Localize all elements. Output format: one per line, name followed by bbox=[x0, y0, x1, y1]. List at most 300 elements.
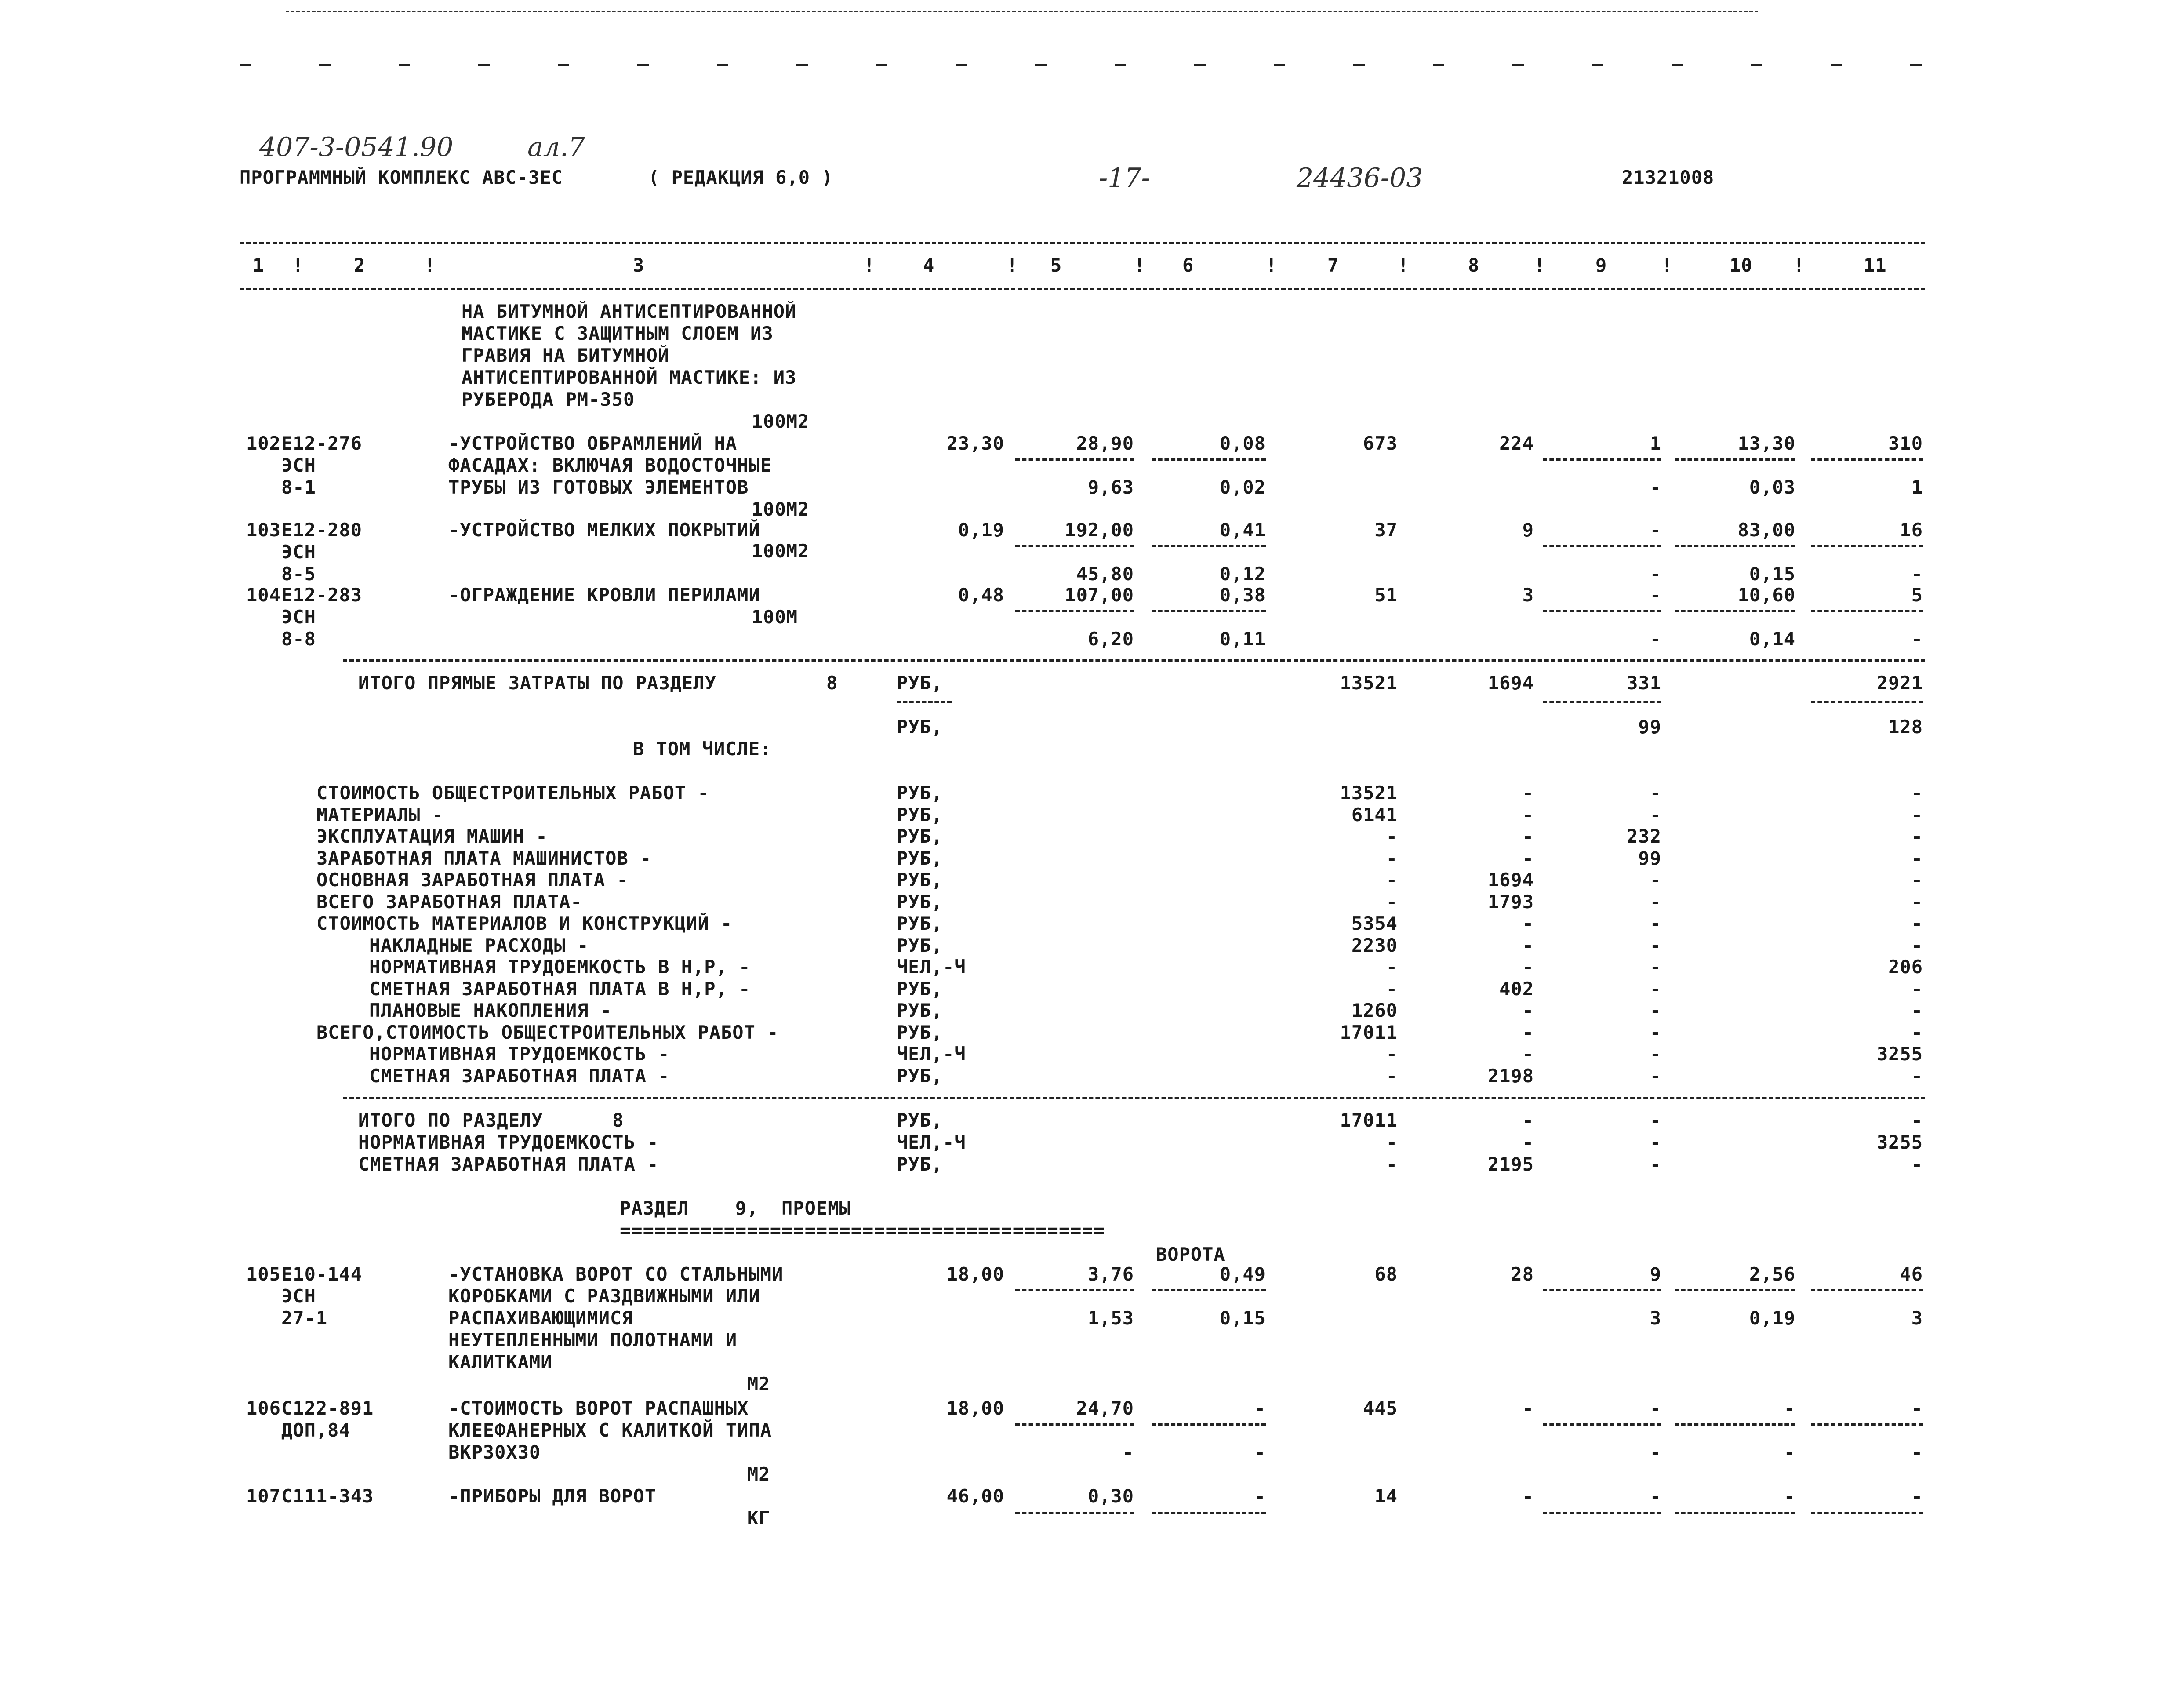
row-value-c4: 23,30 bbox=[946, 433, 1004, 454]
row-sub-value-c6: 0,02 bbox=[1219, 477, 1266, 498]
row-code-line: ДОП,84 bbox=[281, 1419, 351, 1441]
subtotal-rule bbox=[1543, 458, 1661, 461]
row-number: 104 bbox=[246, 584, 281, 606]
row-value-c7: 673 bbox=[1363, 433, 1398, 454]
breakdown-c7: - bbox=[1386, 869, 1398, 891]
row-sub-value-c5: 9,63 bbox=[1087, 477, 1134, 498]
direct-total-unit-2: РУБ, bbox=[897, 716, 943, 738]
row-value-c8: 28 bbox=[1511, 1263, 1534, 1285]
subtotal-rule bbox=[1015, 458, 1134, 461]
subtotal-rule bbox=[1543, 545, 1661, 547]
section-total-unit: РУБ, bbox=[897, 1110, 943, 1131]
row-value-c4: 0,19 bbox=[958, 519, 1004, 541]
breakdown-unit: РУБ, bbox=[897, 826, 943, 847]
breakdown-c11: - bbox=[1911, 826, 1923, 847]
breakdown-c11: - bbox=[1911, 978, 1923, 1000]
row-value-c10: 13,30 bbox=[1737, 433, 1795, 454]
breakdown-c8: - bbox=[1522, 1021, 1534, 1043]
column-number-1: 1 bbox=[253, 255, 265, 276]
subtotal-rule bbox=[1811, 545, 1923, 547]
row-description-line: -УСТАНОВКА ВОРОТ СО СТАЛЬНЫМИ bbox=[448, 1263, 784, 1285]
breakdown-c8: 2198 bbox=[1487, 1065, 1534, 1087]
section-total-c11: - bbox=[1911, 1153, 1923, 1175]
breakdown-c9: 232 bbox=[1627, 826, 1661, 847]
intro-description-line: НА БИТУМНОЙ АНТИСЕПТИРОВАННОЙ bbox=[462, 301, 797, 322]
breakdown-unit: РУБ, bbox=[897, 1000, 943, 1021]
section-total-c8: 2195 bbox=[1487, 1153, 1534, 1175]
top-rule bbox=[286, 11, 1758, 12]
breakdown-c7: - bbox=[1386, 978, 1398, 1000]
row-value-c4: 46,00 bbox=[946, 1485, 1004, 1507]
row-sub-value-c9: - bbox=[1650, 477, 1661, 498]
row-number: 106 bbox=[246, 1397, 281, 1419]
row-value-c11: 310 bbox=[1888, 433, 1923, 454]
row-value-c7: 14 bbox=[1374, 1485, 1398, 1507]
breakdown-c9: - bbox=[1650, 1000, 1661, 1021]
perforation-mark bbox=[399, 64, 410, 66]
row-sub-value-c6: - bbox=[1254, 1441, 1266, 1463]
row-value-c6: 0,41 bbox=[1219, 519, 1266, 541]
row-unit: М2 bbox=[747, 1373, 770, 1395]
row-code-line: ЭСН bbox=[281, 1285, 316, 1307]
intro-description-line: ГРАВИЯ НА БИТУМНОЙ bbox=[462, 345, 670, 366]
subtotal-rule bbox=[1811, 610, 1923, 612]
breakdown-c8: - bbox=[1522, 913, 1534, 934]
row-value-c8: 3 bbox=[1522, 584, 1534, 606]
breakdown-c7: - bbox=[1386, 891, 1398, 913]
row-value-c10: 2,56 bbox=[1749, 1263, 1795, 1285]
breakdown-c7: 17011 bbox=[1340, 1021, 1398, 1043]
row-code-line: С111-343 bbox=[281, 1485, 374, 1507]
row-code-line: ЭСН bbox=[281, 455, 316, 476]
row-unit: 100М2 bbox=[752, 540, 810, 562]
breakdown-label: СТОИМОСТЬ МАТЕРИАЛОВ И КОНСТРУКЦИЙ - bbox=[316, 913, 733, 934]
breakdown-label: НАКЛАДНЫЕ РАСХОДЫ - bbox=[369, 934, 589, 956]
row-value-c4: 18,00 bbox=[946, 1263, 1004, 1285]
breakdown-c9: - bbox=[1650, 804, 1661, 826]
column-number-10: 10 bbox=[1730, 255, 1753, 276]
perforation-mark bbox=[1035, 64, 1047, 66]
row-number: 103 bbox=[246, 519, 281, 541]
perforation-mark bbox=[478, 64, 490, 66]
breakdown-c11: - bbox=[1911, 782, 1923, 804]
row-value-c8: 224 bbox=[1499, 433, 1534, 454]
row-code-line: 8-1 bbox=[281, 477, 316, 498]
breakdown-c7: 6141 bbox=[1351, 804, 1398, 826]
perforation-mark bbox=[796, 64, 808, 66]
row-code-line: 27-1 bbox=[281, 1307, 328, 1329]
section-total-unit: ЧЕЛ,-Ч bbox=[897, 1131, 966, 1153]
subtotal-rule bbox=[1811, 1512, 1923, 1514]
breakdown-unit: РУБ, bbox=[897, 978, 943, 1000]
column-separator: ! bbox=[1534, 255, 1546, 276]
row-value-c9: - bbox=[1650, 584, 1661, 606]
intro-description-line: АНТИСЕПТИРОВАННОЙ МАСТИКЕ: ИЗ bbox=[462, 367, 797, 388]
row-description-line: РАСПАХИВАЮЩИМИСЯ bbox=[448, 1307, 633, 1329]
document-code: 21321008 bbox=[1622, 167, 1715, 188]
row-value-c9: 1 bbox=[1650, 433, 1661, 454]
row-value-c6: - bbox=[1254, 1485, 1266, 1507]
row-unit: М2 bbox=[747, 1463, 770, 1485]
breakdown-label: НОРМАТИВНАЯ ТРУДОЕМКОСТЬ - bbox=[369, 1043, 670, 1065]
row-sub-value-c5: 1,53 bbox=[1087, 1307, 1134, 1329]
perforation-mark bbox=[637, 64, 649, 66]
breakdown-c11: - bbox=[1911, 1021, 1923, 1043]
row-unit: КГ bbox=[747, 1507, 770, 1529]
direct-total-subrule bbox=[1811, 701, 1923, 703]
section-total-c11: - bbox=[1911, 1110, 1923, 1131]
row-sub-value-c11: - bbox=[1911, 563, 1923, 585]
row-value-c9: - bbox=[1650, 519, 1661, 541]
row-unit: 100М2 bbox=[752, 498, 810, 520]
perforation-mark bbox=[1433, 64, 1444, 66]
breakdown-c8: - bbox=[1522, 1000, 1534, 1021]
breakdown-c8: - bbox=[1522, 847, 1534, 869]
breakdown-c11: - bbox=[1911, 847, 1923, 869]
breakdown-c8: - bbox=[1522, 956, 1534, 978]
breakdown-c11: - bbox=[1911, 804, 1923, 826]
subtotal-rule bbox=[1675, 1512, 1795, 1514]
row-code-line: ЭСН bbox=[281, 541, 316, 563]
breakdown-c9: - bbox=[1650, 1043, 1661, 1065]
direct-total-label: ИТОГО ПРЯМЫЕ ЗАТРАТЫ ПО РАЗДЕЛУ bbox=[358, 672, 716, 694]
column-number-5: 5 bbox=[1050, 255, 1062, 276]
breakdown-c9: - bbox=[1650, 913, 1661, 934]
row-unit: 100М bbox=[752, 606, 798, 628]
column-separator: ! bbox=[864, 255, 876, 276]
column-separator: ! bbox=[1266, 255, 1278, 276]
column-separator: ! bbox=[1398, 255, 1410, 276]
perforation-mark bbox=[876, 64, 887, 66]
column-number-2: 2 bbox=[354, 255, 366, 276]
row-description-line: -ОГРАЖДЕНИЕ КРОВЛИ ПЕРИЛАМИ bbox=[448, 584, 760, 606]
row-sub-value-c10: 0,14 bbox=[1749, 628, 1795, 650]
row-value-c10: 10,60 bbox=[1737, 584, 1795, 606]
row-value-c10: - bbox=[1784, 1397, 1795, 1419]
row-code-line: ЭСН bbox=[281, 606, 316, 628]
breakdown-unit: ЧЕЛ,-Ч bbox=[897, 956, 966, 978]
breakdown-c8: - bbox=[1522, 826, 1534, 847]
row-value-c10: 83,00 bbox=[1737, 519, 1795, 541]
row-sub-value-c5: 45,80 bbox=[1076, 563, 1134, 585]
intro-description-line: МАСТИКЕ С ЗАЩИТНЫМ СЛОЕМ ИЗ bbox=[462, 323, 774, 344]
column-number-6: 6 bbox=[1182, 255, 1194, 276]
breakdown-c9: - bbox=[1650, 1065, 1661, 1087]
handwritten-album: ал.7 bbox=[527, 132, 585, 163]
breakdown-label: ПЛАНОВЫЕ НАКОПЛЕНИЯ - bbox=[369, 1000, 612, 1021]
row-value-c9: - bbox=[1650, 1485, 1661, 1507]
direct-total-c11-sub: 128 bbox=[1888, 716, 1923, 738]
perforation-mark bbox=[1512, 64, 1524, 66]
row-value-c8: - bbox=[1522, 1485, 1534, 1507]
breakdown-c7: 2230 bbox=[1351, 934, 1398, 956]
perforation-mark bbox=[1751, 64, 1762, 66]
row-description-line: КОРОБКАМИ С РАЗДВИЖНЫМИ ИЛИ bbox=[448, 1285, 760, 1307]
row-value-c5: 192,00 bbox=[1065, 519, 1134, 541]
direct-total-c11: 2921 bbox=[1876, 672, 1923, 694]
row-value-c11: 16 bbox=[1900, 519, 1923, 541]
header-rule-top bbox=[240, 242, 1925, 244]
subtotal-rule bbox=[1152, 610, 1266, 612]
including-heading: В ТОМ ЧИСЛЕ: bbox=[633, 738, 772, 760]
perforation-mark bbox=[319, 64, 331, 66]
row-sub-value-c6: 0,15 bbox=[1219, 1307, 1266, 1329]
row-value-c7: 51 bbox=[1374, 584, 1398, 606]
breakdown-c9: - bbox=[1650, 978, 1661, 1000]
subtotal-rule bbox=[1152, 458, 1266, 461]
direct-total-c7: 13521 bbox=[1340, 672, 1398, 694]
row-description-line: ФАСАДАХ: ВКЛЮЧАЯ ВОДОСТОЧНЫЕ bbox=[448, 455, 772, 476]
section-total-c9: - bbox=[1650, 1153, 1661, 1175]
row-sub-value-c11: 1 bbox=[1911, 477, 1923, 498]
breakdown-c11: 3255 bbox=[1876, 1043, 1923, 1065]
row-value-c4: 18,00 bbox=[946, 1397, 1004, 1419]
subtotal-rule bbox=[1543, 1423, 1661, 1426]
perforation-mark bbox=[1592, 64, 1603, 66]
perforation-mark bbox=[956, 64, 967, 66]
row-value-c5: 24,70 bbox=[1076, 1397, 1134, 1419]
row-description-line: КЛЕЕФАНЕРНЫХ С КАЛИТКОЙ ТИПА bbox=[448, 1419, 772, 1441]
row-sub-value-c11: - bbox=[1911, 1441, 1923, 1463]
column-number-7: 7 bbox=[1327, 255, 1339, 276]
breakdown-c8: 1793 bbox=[1487, 891, 1534, 913]
intro-unit: 100М2 bbox=[752, 411, 810, 432]
subtotal-rule bbox=[1543, 1289, 1661, 1291]
row-sub-value-c5: 6,20 bbox=[1087, 628, 1134, 650]
row-sub-value-c11: 3 bbox=[1911, 1307, 1923, 1329]
breakdown-c7: - bbox=[1386, 847, 1398, 869]
program-title: ПРОГРАММНЫЙ КОМПЛЕКС АВС-3ЕС bbox=[240, 167, 563, 188]
row-value-c5: 0,30 bbox=[1087, 1485, 1134, 1507]
breakdown-c7: - bbox=[1386, 826, 1398, 847]
breakdown-c8: 1694 bbox=[1487, 869, 1534, 891]
breakdown-label: ВСЕГО ЗАРАБОТНАЯ ПЛАТА- bbox=[316, 891, 582, 913]
row-value-c5: 28,90 bbox=[1076, 433, 1134, 454]
subtotal-rule bbox=[1675, 458, 1795, 461]
breakdown-unit: РУБ, bbox=[897, 869, 943, 891]
breakdown-c11: - bbox=[1911, 891, 1923, 913]
row-description-line: -СТОИМОСТЬ ВОРОТ РАСПАШНЫХ bbox=[448, 1397, 749, 1419]
subtotal-rule bbox=[1675, 1423, 1795, 1426]
column-number-3: 3 bbox=[633, 255, 645, 276]
row-description-line: ТРУБЫ ИЗ ГОТОВЫХ ЭЛЕМЕНТОВ bbox=[448, 477, 749, 498]
row-description-line: ВКР30Х30 bbox=[448, 1441, 541, 1463]
section-total-label: ИТОГО ПО РАЗДЕЛУ 8 bbox=[358, 1110, 624, 1131]
row-sub-value-c10: 0,03 bbox=[1749, 477, 1795, 498]
subtotal-rule bbox=[1015, 1423, 1134, 1426]
section-total-label: СМЕТНАЯ ЗАРАБОТНАЯ ПЛАТА - bbox=[358, 1153, 659, 1175]
breakdown-c11: - bbox=[1911, 1065, 1923, 1087]
subtotal-rule bbox=[1152, 1512, 1266, 1514]
section-total-c7: - bbox=[1386, 1131, 1398, 1153]
column-number-11: 11 bbox=[1864, 255, 1887, 276]
row-number: 102 bbox=[246, 433, 281, 454]
subtotal-rule bbox=[1811, 458, 1923, 461]
direct-total-subrule bbox=[897, 701, 952, 703]
row-description-line: -УСТРОЙСТВО МЕЛКИХ ПОКРЫТИЙ bbox=[448, 519, 760, 541]
subtotal-rule bbox=[1811, 1289, 1923, 1291]
breakdown-c11: - bbox=[1911, 1000, 1923, 1021]
breakdown-unit: РУБ, bbox=[897, 934, 943, 956]
row-sub-value-c9: - bbox=[1650, 1441, 1661, 1463]
row-value-c4: 0,48 bbox=[958, 584, 1004, 606]
row-code-line: 8-5 bbox=[281, 563, 316, 585]
breakdown-label: ОСНОВНАЯ ЗАРАБОТНАЯ ПЛАТА - bbox=[316, 869, 629, 891]
column-separator: ! bbox=[1007, 255, 1018, 276]
row-sub-value-c10: 0,15 bbox=[1749, 563, 1795, 585]
column-separator: ! bbox=[292, 255, 304, 276]
breakdown-unit: ЧЕЛ,-Ч bbox=[897, 1043, 966, 1065]
row-sub-value-c10: 0,19 bbox=[1749, 1307, 1795, 1329]
perforation-mark bbox=[1353, 64, 1365, 66]
breakdown-c7: 13521 bbox=[1340, 782, 1398, 804]
row-value-c6: 0,49 bbox=[1219, 1263, 1266, 1285]
breakdown-c7: 5354 bbox=[1351, 913, 1398, 934]
row-code-line: Е12-280 bbox=[281, 519, 363, 541]
row-code-line: С122-891 bbox=[281, 1397, 374, 1419]
subtotal-rule bbox=[1015, 1512, 1134, 1514]
direct-total-section: 8 bbox=[826, 672, 838, 694]
section-9-underline: ========================================== bbox=[620, 1219, 1105, 1241]
row-value-c5: 107,00 bbox=[1065, 584, 1134, 606]
breakdown-c11: - bbox=[1911, 934, 1923, 956]
row-value-c7: 68 bbox=[1374, 1263, 1398, 1285]
direct-total-c8: 1694 bbox=[1487, 672, 1534, 694]
subtotal-rule bbox=[1543, 1512, 1661, 1514]
edition-label: ( РЕДАКЦИЯ 6,0 ) bbox=[648, 167, 833, 188]
breakdown-c9: - bbox=[1650, 891, 1661, 913]
breakdown-c8: - bbox=[1522, 804, 1534, 826]
breakdown-c8: - bbox=[1522, 782, 1534, 804]
section-total-c8: - bbox=[1522, 1131, 1534, 1153]
row-sub-value-c10: - bbox=[1784, 1441, 1795, 1463]
perforation-mark bbox=[558, 64, 569, 66]
row-value-c11: - bbox=[1911, 1485, 1923, 1507]
row-sub-value-c6: 0,11 bbox=[1219, 628, 1266, 650]
row-sub-value-c6: 0,12 bbox=[1219, 563, 1266, 585]
breakdown-label: СМЕТНАЯ ЗАРАБОТНАЯ ПЛАТА В Н,Р, - bbox=[369, 978, 751, 1000]
breakdown-c9: - bbox=[1650, 956, 1661, 978]
section-total-c8: - bbox=[1522, 1110, 1534, 1131]
breakdown-label: МАТЕРИАЛЫ - bbox=[316, 804, 444, 826]
column-separator: ! bbox=[1793, 255, 1805, 276]
perforation-mark bbox=[1672, 64, 1683, 66]
row-value-c7: 445 bbox=[1363, 1397, 1398, 1419]
column-number-8: 8 bbox=[1468, 255, 1480, 276]
row-value-c8: 9 bbox=[1522, 519, 1534, 541]
section-9-title: РАЗДЕЛ 9, ПРОЕМЫ bbox=[620, 1197, 851, 1219]
direct-total-c9-sub: 99 bbox=[1638, 716, 1661, 738]
row-value-c10: - bbox=[1784, 1485, 1795, 1507]
section-total-unit: РУБ, bbox=[897, 1153, 943, 1175]
breakdown-c9: - bbox=[1650, 1021, 1661, 1043]
section-total-rule bbox=[343, 1097, 1925, 1099]
column-number-4: 4 bbox=[923, 255, 935, 276]
column-separator: ! bbox=[1134, 255, 1146, 276]
breakdown-unit: РУБ, bbox=[897, 1021, 943, 1043]
row-value-c8: - bbox=[1522, 1397, 1534, 1419]
row-value-c11: 46 bbox=[1900, 1263, 1923, 1285]
breakdown-c7: 1260 bbox=[1351, 1000, 1398, 1021]
row-value-c9: - bbox=[1650, 1397, 1661, 1419]
section-total-c11: 3255 bbox=[1876, 1131, 1923, 1153]
row-code-line: Е12-276 bbox=[281, 433, 363, 454]
header-rule-bottom bbox=[240, 288, 1925, 290]
row-description-line: -УСТРОЙСТВО ОБРАМЛЕНИЙ НА bbox=[448, 433, 738, 454]
breakdown-c9: - bbox=[1650, 934, 1661, 956]
handwritten-order-number: 24436-03 bbox=[1297, 163, 1423, 193]
direct-total-c9: 331 bbox=[1627, 672, 1661, 694]
row-code-line: 8-8 bbox=[281, 628, 316, 650]
section-total-c9: - bbox=[1650, 1131, 1661, 1153]
row-value-c6: 0,08 bbox=[1219, 433, 1266, 454]
perforation-mark bbox=[1115, 64, 1126, 66]
breakdown-c11: - bbox=[1911, 869, 1923, 891]
subtotal-rule bbox=[1015, 1289, 1134, 1291]
perforation-mark bbox=[717, 64, 728, 66]
row-value-c7: 37 bbox=[1374, 519, 1398, 541]
breakdown-unit: РУБ, bbox=[897, 913, 943, 934]
breakdown-c9: - bbox=[1650, 869, 1661, 891]
breakdown-c11: 206 bbox=[1888, 956, 1923, 978]
section-total-label: НОРМАТИВНАЯ ТРУДОЕМКОСТЬ - bbox=[358, 1131, 659, 1153]
subtotal-rule bbox=[1152, 545, 1266, 547]
section-9-group: ВОРОТА bbox=[1156, 1244, 1225, 1265]
breakdown-label: НОРМАТИВНАЯ ТРУДОЕМКОСТЬ В Н,Р, - bbox=[369, 956, 751, 978]
breakdown-label: ВСЕГО,СТОИМОСТЬ ОБЩЕСТРОИТЕЛЬНЫХ РАБОТ - bbox=[316, 1021, 779, 1043]
subtotal-rule bbox=[1675, 545, 1795, 547]
breakdown-c11: - bbox=[1911, 913, 1923, 934]
breakdown-c8: - bbox=[1522, 1043, 1534, 1065]
handwritten-doc-code: 407-3-0541.90 bbox=[259, 132, 454, 163]
direct-total-unit: РУБ, bbox=[897, 672, 943, 694]
section-total-c9: - bbox=[1650, 1110, 1661, 1131]
row-value-c9: 9 bbox=[1650, 1263, 1661, 1285]
breakdown-label: ЗАРАБОТНАЯ ПЛАТА МАШИНИСТОВ - bbox=[316, 847, 652, 869]
row-sub-value-c9: - bbox=[1650, 563, 1661, 585]
column-number-9: 9 bbox=[1595, 255, 1607, 276]
breakdown-label: СТОИМОСТЬ ОБЩЕСТРОИТЕЛЬНЫХ РАБОТ - bbox=[316, 782, 709, 804]
row-number: 107 bbox=[246, 1485, 281, 1507]
intro-description-line: РУБЕРОДА РМ-350 bbox=[462, 389, 635, 410]
row-description-line: -ПРИБОРЫ ДЛЯ ВОРОТ bbox=[448, 1485, 657, 1507]
breakdown-unit: РУБ, bbox=[897, 1065, 943, 1087]
row-description-line: НЕУТЕПЛЕННЫМИ ПОЛОТНАМИ И bbox=[448, 1329, 738, 1351]
row-value-c5: 3,76 bbox=[1087, 1263, 1134, 1285]
subtotal-rule bbox=[1015, 610, 1134, 612]
handwritten-page-number: -17- bbox=[1099, 163, 1150, 193]
row-value-c11: - bbox=[1911, 1397, 1923, 1419]
row-sub-value-c11: - bbox=[1911, 628, 1923, 650]
breakdown-label: ЭКСПЛУАТАЦИЯ МАШИН - bbox=[316, 826, 548, 847]
section-total-c7: 17011 bbox=[1340, 1110, 1398, 1131]
perforation-mark bbox=[1910, 64, 1922, 66]
breakdown-c9: - bbox=[1650, 782, 1661, 804]
subtotal-rule bbox=[1811, 1423, 1923, 1426]
breakdown-unit: РУБ, bbox=[897, 782, 943, 804]
section-total-c7: - bbox=[1386, 1153, 1398, 1175]
row-value-c6: - bbox=[1254, 1397, 1266, 1419]
row-value-c6: 0,38 bbox=[1219, 584, 1266, 606]
breakdown-c9: 99 bbox=[1638, 847, 1661, 869]
perforation-mark bbox=[240, 64, 251, 66]
subtotal-rule bbox=[1543, 610, 1661, 612]
row-code-line: Е12-283 bbox=[281, 584, 363, 606]
row-description-line: КАЛИТКАМИ bbox=[448, 1351, 552, 1373]
direct-total-rule bbox=[343, 659, 1925, 662]
breakdown-label: СМЕТНАЯ ЗАРАБОТНАЯ ПЛАТА - bbox=[369, 1065, 670, 1087]
column-separator: ! bbox=[1661, 255, 1673, 276]
